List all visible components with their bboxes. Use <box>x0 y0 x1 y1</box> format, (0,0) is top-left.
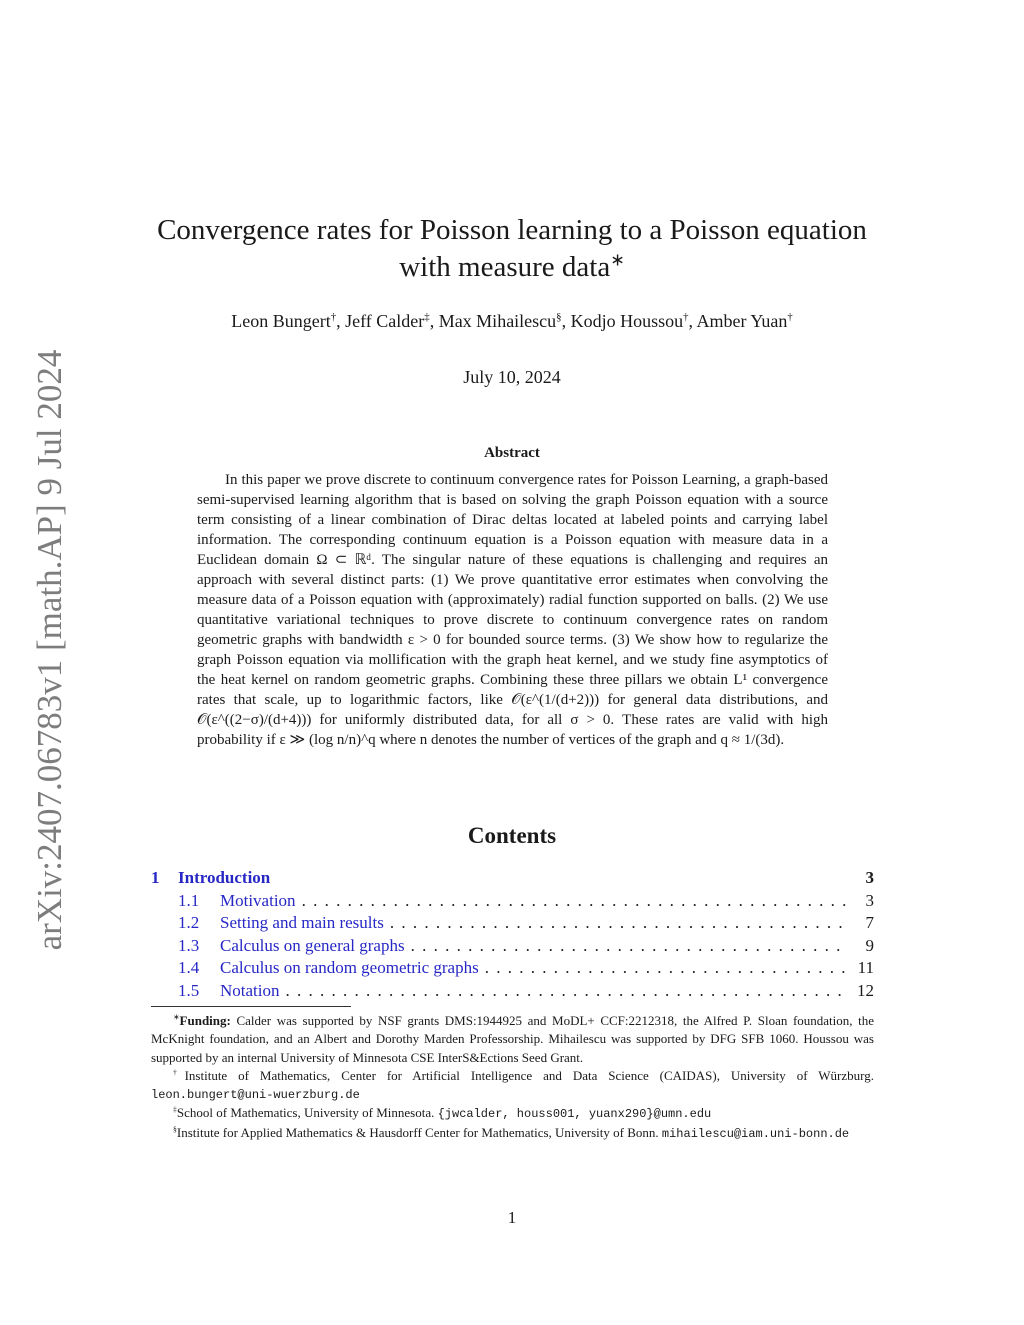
publication-date: July 10, 2024 <box>463 367 561 387</box>
toc-leader-dots <box>390 913 846 933</box>
toc-entry-number: 1.4 <box>178 958 200 978</box>
arxiv-identifier-stamp: arXiv:2407.06783v1 [math.AP] 9 Jul 2024 <box>30 349 69 951</box>
toc-entry-number: 1.1 <box>178 890 200 910</box>
author: Jeff Calder‡, <box>345 311 439 331</box>
toc-leader-dots <box>286 981 847 1001</box>
toc-entry-motivation[interactable] <box>151 891 874 914</box>
toc-entry-page: 12 <box>857 980 874 1000</box>
toc-entry-calculus-on-random-geometric-graphs[interactable] <box>151 958 874 981</box>
email-link[interactable]: mihailescu@iam.uni-bonn.de <box>661 1126 850 1141</box>
email-link[interactable]: leon.bungert@uni-wuerzburg.de <box>151 1088 360 1103</box>
toc-entry-setting-and-main-results[interactable] <box>151 913 874 936</box>
toc-entry-page: 3 <box>865 868 874 887</box>
toc-entry-notation[interactable] <box>151 981 874 1004</box>
contents-heading: Contents <box>467 823 557 848</box>
toc-entry-page: 11 <box>857 958 874 978</box>
toc-entry-introduction[interactable] <box>151 868 874 891</box>
footnotes <box>151 1006 874 1143</box>
toc-leader-dots <box>302 891 846 911</box>
toc-entry-number: 1.3 <box>178 935 200 955</box>
footnote-funding: ∗Funding: Calder was supported by NSF grants DMS:1944925 and MoDL+ CCF:2212318, the Alfred P. Sloan foundation, the McKnight foundation, and an Albert and Dorothy Marden Professorship. Mihailescu was supported by DFG SFB 1060. Houssou was supported by an internal University of Minnesota CSE InterS&Ections Seed Grant. <box>151 1012 874 1065</box>
toc-entry-number: 1.5 <box>178 980 200 1000</box>
page-number: 1 <box>507 1208 517 1227</box>
title-footnote-marker: ∗ <box>610 249 625 270</box>
title-line-2: with measure data∗ <box>399 249 625 283</box>
toc-entry-number: 1.2 <box>178 913 200 933</box>
toc-entry-title[interactable]: Setting and main results <box>220 913 384 933</box>
toc-entry-title[interactable]: Calculus on general graphs <box>220 935 405 955</box>
toc-entry-title[interactable]: Introduction <box>178 868 271 887</box>
toc-leader-dots <box>485 958 846 978</box>
footnote-affiliation-bonn: §Institute for Applied Mathematics & Hausdorff Center for Mathematics, University of Bonn. mihailescu@iam.uni-bonn.de <box>173 1124 850 1141</box>
toc-entry-title[interactable]: Motivation <box>220 890 296 910</box>
author: Kodjo Houssou†, <box>570 311 697 331</box>
table-of-contents <box>151 868 874 1004</box>
abstract-text: In this paper we prove discrete to continuum convergence rates for Poisson Learning, a graph-based semi-supervised learning algorithm that is based on solving the graph Poisson equation with a source term consisting of a linear combination of Dirac deltas located at labeled points and carrying label information. The corresponding continuum equation is a Poisson equation with measure data in a Euclidean domain Ω ⊂ ℝᵈ. The singular nature of these equations is challenging and requires an approach with several distinct parts: (1) We prove quantitative error estimates when convolving the measure data of a Poisson equation with (approximately) radial function supported on balls. (2) We use quantitative variational techniques to prove discrete to continuum convergence rates on random geometric graphs with bandwidth ε > 0 for bounded source terms. (3) We show how to regularize the graph Poisson equation via mollification with the graph heat kernel, and we study fine asymptotics of the heat kernel on random geometric graphs. Combining these three pillars we obtain L¹ convergence rates that scale, up to logarithmic factors, like 𝒪(ε^(1/(d+2))) for general data distributions, and 𝒪(ε^((2−σ)/(d+4))) for uniformly distributed data, for all σ > 0. These rates are valid with high probability if ε ≫ (log n/n)^q where n denotes the number of vertices of the graph and q ≈ 1/(3d). <box>197 472 828 748</box>
toc-leader-dots <box>411 936 846 956</box>
author: Max Mihailescu§, <box>438 311 571 331</box>
toc-entry-number: 1 <box>151 868 160 887</box>
abstract-heading: Abstract <box>484 445 540 461</box>
author-list <box>140 311 884 332</box>
toc-entry-title[interactable]: Calculus on random geometric graphs <box>220 958 479 978</box>
toc-entry-page: 9 <box>865 935 874 955</box>
toc-entry-calculus-on-general-graphs[interactable] <box>151 936 874 959</box>
author: Leon Bungert†, <box>231 311 346 331</box>
author: Amber Yuan† <box>696 311 793 331</box>
toc-entry-title[interactable]: Notation <box>220 980 280 1000</box>
toc-entry-page: 3 <box>865 890 874 910</box>
paper-title <box>140 212 884 286</box>
email-link[interactable]: {jwcalder, houss001, yuanx290}@umn.edu <box>437 1107 712 1122</box>
title-line-1: Convergence rates for Poisson learning to a Poisson equation <box>157 214 867 246</box>
toc-entry-page: 7 <box>865 913 874 933</box>
footnote-affiliation-minnesota: ‡School of Mathematics, University of Minnesota. {jwcalder, houss001, yuanx290}@umn.edu <box>173 1105 712 1122</box>
footnote-affiliation-wuerzburg: †Institute of Mathematics, Center for Artificial Intelligence and Data Science (CAIDAS), University of Würzburg. leon.bungert@uni-wuerzburg.de <box>151 1067 874 1103</box>
